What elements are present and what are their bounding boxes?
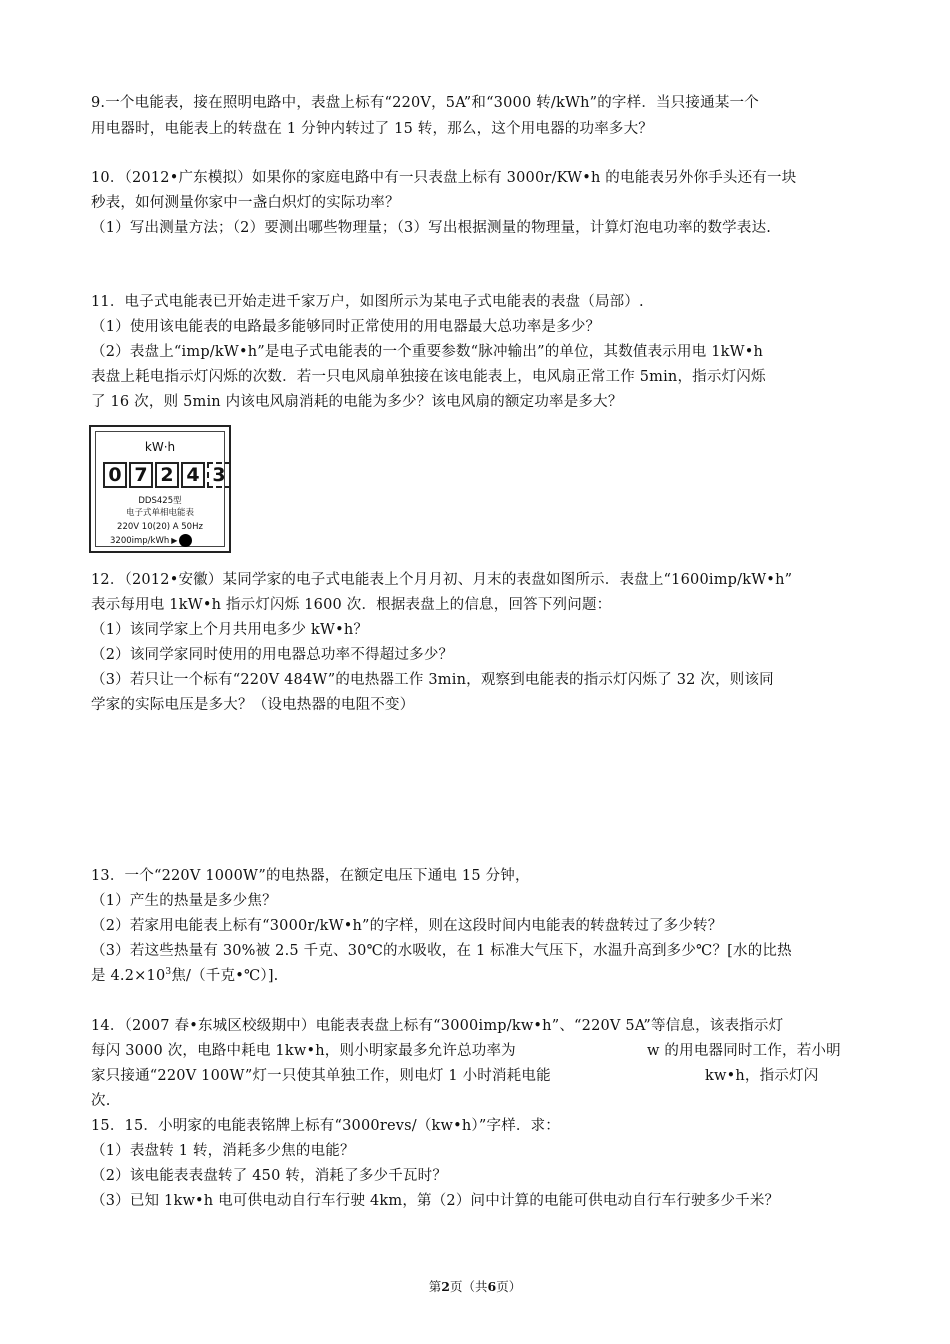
q12-line-1: 12．（2012•安徽）某同学家的电子式电能表上个月月初、月末的表盘如图所示．表盘上“1600imp/kW•h” bbox=[91, 572, 793, 588]
q14-line-2a: 每闪 3000 次，电路中耗电 1kw•h，则小明家最多允许总功率为 bbox=[91, 1043, 516, 1059]
electric-meter-figure bbox=[89, 425, 231, 553]
meter-digit: 7 bbox=[129, 462, 153, 488]
q11-line-1: 11．电子式电能表已开始走进千家万户，如图所示为某电子式电能表的表盘（局部）. bbox=[91, 294, 644, 310]
q13-line-5-a: 是 4.2×10 bbox=[91, 968, 166, 984]
meter-model: DDS425型 bbox=[138, 496, 182, 506]
indicator-led-icon bbox=[179, 534, 192, 547]
footer-total-pages: 6 bbox=[487, 1279, 497, 1294]
meter-digit: 0 bbox=[103, 462, 127, 488]
q12-line-3: （1）该同学家上个月共用电多少 kW•h？ bbox=[91, 622, 369, 638]
q12-line-6: 学家的实际电压是多大？（设电热器的电阻不变） bbox=[91, 697, 415, 713]
meter-unit-label: kW·h bbox=[144, 440, 176, 454]
q9-line-2: 用电器时，电能表上的转盘在 1 分钟内转过了 15 转，那么，这个用电器的功率多大？ bbox=[91, 121, 654, 137]
q14-line-1: 14．（2007 春•东城区校级期中）电能表表盘上标有“3000imp/kw•h”、“220V 5A”等信息，该表指示灯 bbox=[91, 1018, 784, 1034]
q15-line-1: 15．15．小明家的电能表铭牌上标有“3000revs/（kw•h）”字样．求： bbox=[91, 1118, 560, 1134]
q13-line-5 bbox=[91, 966, 279, 986]
q12-line-5: （3）若只让一个标有“220V 484W”的电热器工作 3min，观察到电能表的指示灯闪烁了 32 次，则该同 bbox=[91, 672, 774, 688]
meter-digit: 2 bbox=[155, 462, 179, 488]
q13-line-5-b: 焦/（千克•℃）]. bbox=[171, 968, 279, 984]
q14-line-4: 次. bbox=[91, 1093, 111, 1109]
meter-digit-decimal: 3 bbox=[207, 462, 231, 488]
footer-page-number: 2 bbox=[441, 1279, 450, 1294]
footer-mid: 页（共 bbox=[449, 1279, 488, 1294]
footer-post: 页） bbox=[496, 1279, 522, 1294]
meter-panel bbox=[95, 431, 225, 547]
q13-line-4: （3）若这些热量有 30%被 2.5 千克、30℃的水吸收，在 1 标准大气压下，水温升高到多少℃？[水的比热 bbox=[91, 943, 792, 959]
q14-line-2b: w 的用电器同时工作，若小明 bbox=[647, 1043, 841, 1059]
q15-line-4: （3）已知 1kw•h 电可供电动自行车行驶 4km，第（2）问中计算的电能可供电动自行车行驶多少千米？ bbox=[91, 1193, 780, 1209]
arrow-right-icon: ▶ bbox=[171, 536, 178, 545]
q12-line-2: 表示每用电 1kW•h 指示灯闪烁 1600 次．根据表盘上的信息，回答下列问题： bbox=[91, 597, 612, 613]
q11-line-4: 表盘上耗电指示灯闪烁的次数．若一只电风扇单独接在该电能表上，电风扇正常工作 5min，指示灯闪烁 bbox=[91, 369, 766, 385]
q10-line-3: （1）写出测量方法；（2）要测出哪些物理量；（3）写出根据测量的物理量，计算灯泡电功率的数学表达. bbox=[91, 220, 772, 236]
q14-line-3a: 家只接通“220V 100W”灯一只使其单独工作，则电灯 1 小时消耗电能 bbox=[91, 1068, 551, 1084]
meter-pulse-row bbox=[110, 534, 192, 547]
q12-line-4: （2）该同学家同时使用的用电器总功率不得超过多少？ bbox=[91, 647, 454, 663]
meter-pulse-constant: 3200imp/kWh bbox=[110, 535, 170, 546]
q11-line-2: （1）使用该电能表的电路最多能够同时正常使用的用电器最大总功率是多少？ bbox=[91, 319, 601, 335]
q10-line-2: 秒表，如何测量你家中一盏白炽灯的实际功率？ bbox=[91, 195, 400, 211]
q9-line-1: 9.一个电能表，接在照明电路中，表盘上标有“220V，5A”和“3000 转/kWh”的字样．当只接通某一个 bbox=[91, 95, 759, 111]
footer-pre: 第 bbox=[428, 1279, 442, 1294]
q13-line-1: 13．一个“220V 1000W”的电热器，在额定电压下通电 15 分钟， bbox=[91, 868, 530, 884]
meter-digit: 4 bbox=[181, 462, 205, 488]
q13-exponent: 3 bbox=[165, 967, 172, 978]
page-footer bbox=[0, 1277, 950, 1295]
q11-line-5: 了 16 次，则 5min 内该电风扇消耗的电能为多少？该电风扇的额定功率是多大？ bbox=[91, 394, 623, 410]
meter-rating: 220V 10(20) A 50Hz bbox=[117, 522, 203, 532]
q14-line-3b: kw•h，指示灯闪 bbox=[705, 1068, 819, 1084]
q13-line-2: （1）产生的热量是多少焦？ bbox=[91, 893, 277, 909]
meter-digit-display bbox=[103, 462, 231, 488]
meter-name: 电子式单相电能表 bbox=[125, 508, 194, 518]
q15-line-2: （1）表盘转 1 转，消耗多少焦的电能？ bbox=[91, 1143, 355, 1159]
q11-line-3: （2）表盘上“imp/kW•h”是电子式电能表的一个重要参数“脉冲输出”的单位，其数值表示用电 1kW•h bbox=[91, 344, 764, 360]
q15-line-3: （2）该电能表表盘转了 450 转，消耗了多少千瓦时？ bbox=[91, 1168, 448, 1184]
q10-line-1: 10．（2012•广东模拟）如果你的家庭电路中有一只表盘上标有 3000r/KW•h 的电能表另外你手头还有一块 bbox=[91, 170, 797, 186]
q13-line-3: （2）若家用电能表上标有“3000r/kW•h”的字样，则在这段时间内电能表的转盘转过了多少转？ bbox=[91, 918, 723, 934]
